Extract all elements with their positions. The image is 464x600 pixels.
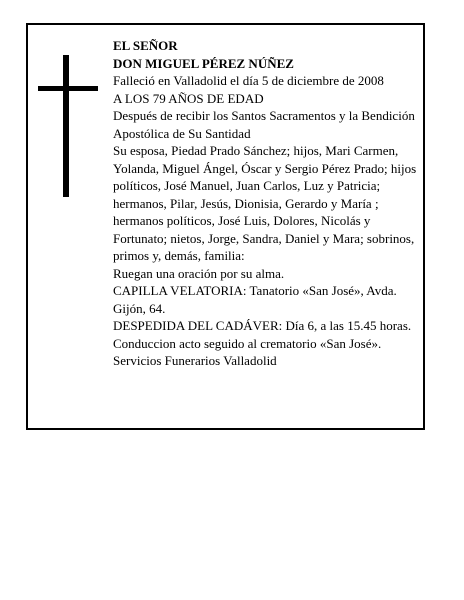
age-line: A LOS 79 AÑOS DE EDAD: [113, 90, 264, 106]
sacraments-line: Después de recibir los Santos Sacramentos y la Bendición Apostólica de Su Santidad: [113, 108, 415, 141]
notice-title: EL SEÑOR: [113, 38, 178, 53]
cross-horizontal-bar: [38, 86, 98, 91]
cross-vertical-bar: [63, 55, 69, 197]
chapel-info: CAPILLA VELATORIA: Tanatorio «San José», Avda. Gijón, 64.: [113, 283, 397, 316]
family-list: Su esposa, Piedad Prado Sánchez; hijos, Mari Carmen, Yolanda, Miguel Ángel, Óscar y Sergio Pérez Prado; hijos políticos, José Manuel, Juan Carlos, Luz y Patricia; hermanos, Pilar, Jesús, Dionisia, Gerardo y María ; hermanos políticos, José Luis, Dolores, Nicolás y Fortunato; nietos, Jorge, Sandra, Daniel y Mara; sobrinos, primos y, demás, familia:: [113, 143, 417, 263]
farewell-info: DESPEDIDA DEL CADÁVER: Día 6, a las 15.45 horas. Conduccion acto seguido al crematorio «San José».: [113, 318, 412, 351]
prayer-line: Ruegan una oración por su alma.: [113, 265, 285, 281]
death-info: Falleció en Valladolid el día 5 de diciembre de 2008: [113, 73, 384, 88]
cross-icon: [38, 55, 98, 197]
deceased-name: DON MIGUEL PÉREZ NÚÑEZ: [113, 55, 294, 71]
obituary-text: [113, 37, 423, 370]
funeral-home: Servicios Funerarios Valladolid: [113, 353, 277, 368]
